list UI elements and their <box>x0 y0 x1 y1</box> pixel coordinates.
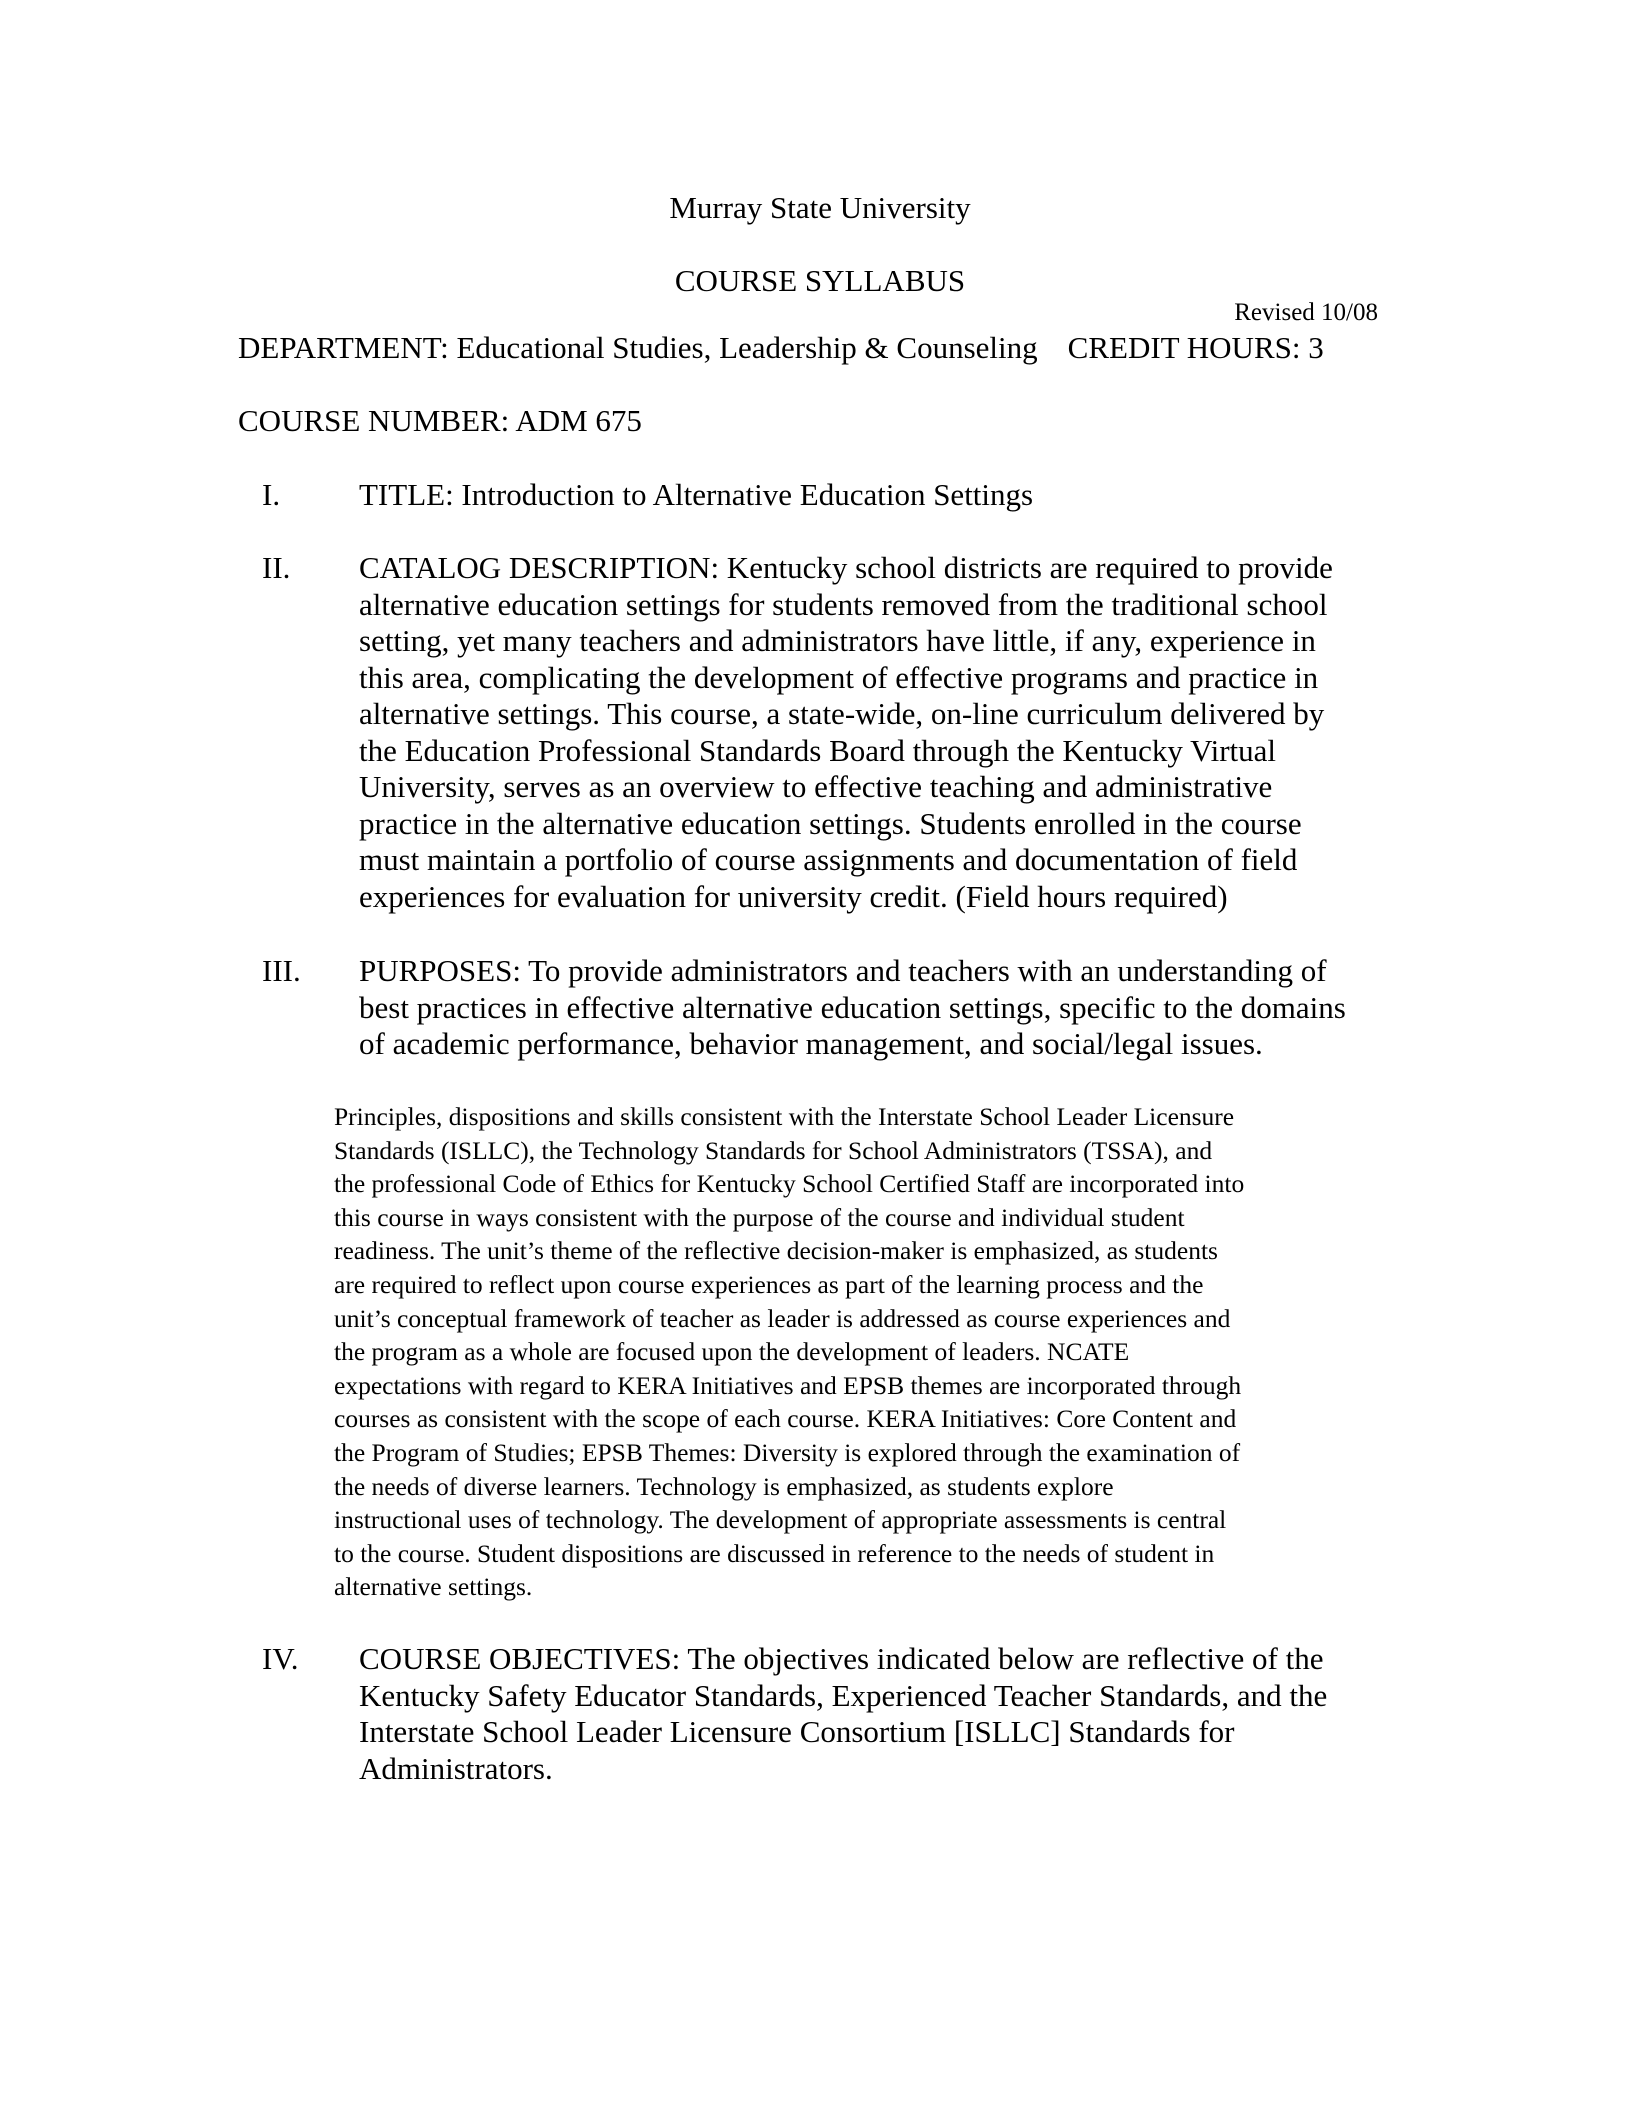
text-line: the needs of diverse learners. Technology is emphasized, as students explore <box>334 1471 1114 1501</box>
text-line: PURPOSES: To provide administrators and teachers with an understanding of <box>359 953 1327 988</box>
text-line: the Program of Studies; EPSB Themes: Diversity is explored through the examination of <box>334 1437 1241 1467</box>
text-line: University, serves as an overview to effective teaching and administrative <box>359 769 1273 804</box>
section-numeral: I. <box>262 477 281 512</box>
text-line: Administrators. <box>359 1750 553 1786</box>
section-body <box>359 1641 1422 1787</box>
text-line: COURSE OBJECTIVES: The objectives indicated below are reflective of the <box>359 1641 1324 1676</box>
text-line: experiences for evaluation for university credit. (Field hours required) <box>359 878 1228 914</box>
text-line: are required to reflect upon course experiences as part of the learning process and the <box>334 1269 1204 1299</box>
text-line: the professional Code of Ethics for Kentucky School Certified Staff are incorporated into <box>334 1169 1245 1199</box>
text-line: of academic performance, behavior management, and social/legal issues. <box>359 1026 1263 1061</box>
text-line: the Education Professional Standards Board through the Kentucky Virtual <box>359 732 1277 768</box>
text-line: to the course. Student dispositions are discussed in reference to the needs of student in <box>334 1538 1215 1568</box>
section-numeral: III. <box>262 953 301 988</box>
text-line: Kentucky Safety Educator Standards, Experienced Teacher Standards, and the <box>359 1677 1328 1713</box>
university-name: Murray State University <box>669 190 971 225</box>
text-line: Interstate School Leader Licensure Consortium [ISLLC] Standards for <box>359 1714 1235 1749</box>
department-line <box>238 330 1324 366</box>
section-body <box>359 550 1422 915</box>
text-line: alternative education settings for students removed from the traditional school <box>359 586 1328 622</box>
text-line: this area, complicating the development of effective programs and practice in <box>359 659 1319 695</box>
section-purposes <box>262 953 1422 1063</box>
section-numeral: IV. <box>262 1641 299 1676</box>
section-catalog-description <box>262 550 1422 915</box>
text-line: setting, yet many teachers and administrators have little, if any, experience in <box>359 623 1316 658</box>
text-line: this course in ways consistent with the purpose of the course and individual student <box>334 1202 1185 1232</box>
text-line: alternative settings. This course, a state-wide, on-line curriculum delivered by <box>359 696 1325 731</box>
document-title: COURSE SYLLABUS <box>674 263 966 298</box>
text-line: instructional uses of technology. The development of appropriate assessments is central <box>334 1505 1227 1535</box>
section-body <box>359 477 1422 514</box>
text-line: the program as a whole are focused upon the development of leaders. NCATE <box>334 1337 1130 1367</box>
text-line: TITLE: Introduction to Alternative Education Settings <box>359 477 1034 512</box>
principles-paragraph <box>334 1100 1414 1604</box>
section-course-objectives <box>262 1641 1422 1787</box>
revision-date: Revised 10/08 <box>1234 299 1378 326</box>
department-label: DEPARTMENT: Educational Studies, Leadership & Counseling <box>238 330 1038 365</box>
text-line: readiness. The unit’s theme of the reflective decision-maker is emphasized, as students <box>334 1236 1218 1266</box>
text-line: expectations with regard to KERA Initiatives and EPSB themes are incorporated through <box>334 1370 1242 1400</box>
text-line: unit’s conceptual framework of teacher as leader is addressed as course experiences and <box>334 1303 1231 1333</box>
text-line: courses as consistent with the scope of each course. KERA Initiatives: Core Content and <box>334 1404 1237 1434</box>
credit-hours: CREDIT HOURS: 3 <box>1067 330 1324 365</box>
text-line: best practices in effective alternative education settings, specific to the domains <box>359 989 1346 1025</box>
text-line: Principles, dispositions and skills consistent with the Interstate School Leader Licensure <box>334 1102 1235 1131</box>
course-number: COURSE NUMBER: ADM 675 <box>238 403 642 438</box>
text-line: alternative settings. <box>334 1572 533 1602</box>
text-line: Standards (ISLLC), the Technology Standards for School Administrators (TSSA), and <box>334 1135 1213 1165</box>
text-line: CATALOG DESCRIPTION: Kentucky school districts are required to provide <box>359 550 1333 585</box>
section-numeral: II. <box>262 550 291 585</box>
text-line: must maintain a portfolio of course assignments and documentation of field <box>359 842 1298 877</box>
section-body <box>359 953 1422 1063</box>
section-title <box>262 477 1422 514</box>
text-line: practice in the alternative education settings. Students enrolled in the course <box>359 805 1302 841</box>
